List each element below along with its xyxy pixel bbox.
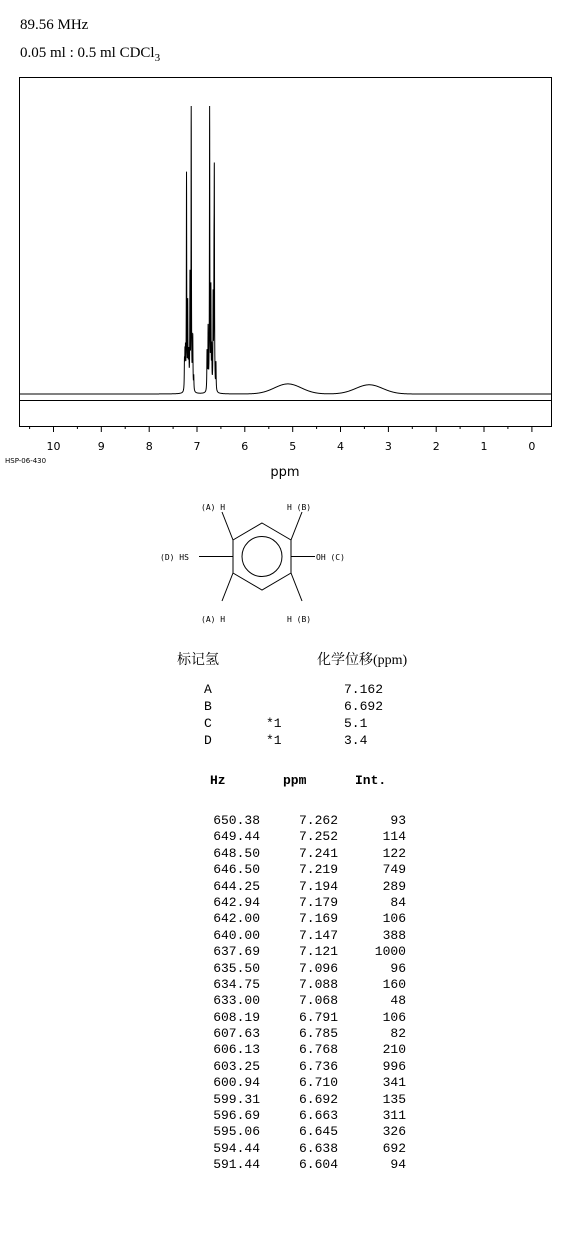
peak-table-row [195,829,420,845]
peak-table-row [195,1075,420,1091]
assign-row-d-note: *1 [266,733,282,748]
peak-hz: 606.13 [213,1042,260,1058]
x-tick-label: 9 [97,440,105,453]
assign-row-b-shift: 6.692 [344,699,384,714]
peak-ppm: 6.710 [298,1075,338,1091]
peak-ppm: 6.663 [298,1108,338,1124]
assign-row-a-shift: 7.162 [344,682,384,697]
peak-hz: 646.50 [213,862,260,878]
peak-table-header-ppm: ppm [283,773,307,788]
peak-table-header-int: Int. [355,773,387,788]
peak-hz: 633.00 [213,993,260,1009]
spectrometer-frequency: 89.56 MHz [20,17,89,33]
assign-row-b-label: B [204,699,212,714]
peak-ppm: 6.645 [298,1124,338,1140]
x-tick-label: 5 [289,440,297,453]
assign-row-d-shift: 3.4 [344,733,368,748]
peak-table [195,813,420,1174]
peak-table-row [195,1157,420,1173]
peak-intensity: 210 [382,1042,406,1058]
peak-table-row [195,895,420,911]
peak-hz: 600.94 [213,1075,260,1091]
peak-table-row [195,879,420,895]
x-tick-label: 0 [528,440,536,453]
peak-table-row [195,1010,420,1026]
peak-table-row [195,1026,420,1042]
peak-table-row [195,1059,420,1075]
peak-hz: 599.31 [213,1091,260,1107]
peak-table-row [195,813,420,829]
assign-row-c-note: *1 [266,716,282,731]
peak-ppm: 7.241 [298,845,338,861]
peak-intensity: 692 [382,1140,406,1156]
peak-table-row [195,911,420,927]
peak-intensity: 326 [382,1124,406,1140]
peak-ppm: 7.252 [298,829,338,845]
peak-table-row [195,1141,420,1157]
peak-intensity: 289 [382,878,406,894]
peak-intensity: 749 [382,862,406,878]
peak-intensity: 996 [382,1058,406,1074]
peak-intensity: 94 [390,1157,406,1173]
peak-ppm: 7.262 [298,813,338,828]
x-tick-label: 1 [480,440,488,453]
x-tick-label: 7 [193,440,201,453]
x-tick-label: 10 [46,440,61,453]
substituent-bonds [199,512,315,601]
peak-hz: 648.50 [213,845,260,861]
label-b-top: H (B) [287,503,312,512]
peak-hz: 637.69 [213,944,260,960]
assign-row-c-shift: 5.1 [344,716,368,731]
x-tick-label: 6 [241,440,249,453]
peak-intensity: 84 [390,894,406,910]
assign-row-d-label: D [204,733,212,748]
assign-row-c-label: C [204,716,212,731]
peak-hz: 596.69 [213,1108,260,1124]
peak-hz: 650.38 [213,813,260,828]
peak-ppm: 7.121 [298,944,338,960]
peak-table-row [195,944,420,960]
label-a-bottom: (A) H [201,615,226,624]
peak-intensity: 160 [382,976,406,992]
peak-intensity: 1000 [374,944,406,960]
label-c-hydroxyl: OH (C) [316,553,345,562]
peak-intensity: 106 [382,911,406,927]
peak-ppm: 7.179 [298,894,338,910]
peak-ppm: 6.768 [298,1042,338,1058]
peak-ppm: 6.785 [298,1026,338,1042]
peak-hz: 595.06 [213,1124,260,1140]
peak-intensity: 96 [390,960,406,976]
peak-hz: 607.63 [213,1026,260,1042]
peak-ppm: 7.096 [298,960,338,976]
peak-table-row [195,846,420,862]
sample-prefix: 0.05 ml : 0.5 ml CDCl [20,45,155,61]
peak-ppm: 7.088 [298,976,338,992]
peak-ppm: 7.147 [298,927,338,943]
peak-intensity: 388 [382,927,406,943]
peak-hz: 642.94 [213,894,260,910]
peak-hz: 640.00 [213,927,260,943]
peak-intensity: 341 [382,1075,406,1091]
peak-hz: 644.25 [213,878,260,894]
peak-hz: 594.44 [213,1140,260,1156]
benzene-ring [233,523,291,590]
peak-hz: 642.00 [213,911,260,927]
label-b-bottom: H (B) [287,615,312,624]
peak-intensity: 82 [390,1026,406,1042]
sample-subscript: 3 [154,52,161,64]
x-tick-label: 4 [337,440,344,453]
peak-table-header-hz: Hz [210,773,226,788]
assign-row-a-label: A [204,682,212,697]
label-d-thiol: (D) HS [160,553,189,562]
peak-table-row [195,928,420,944]
peak-ppm: 6.736 [298,1058,338,1074]
peak-intensity: 106 [382,1009,406,1025]
peak-hz: 608.19 [213,1009,260,1025]
peak-ppm: 6.791 [298,1009,338,1025]
peak-ppm: 7.169 [298,911,338,927]
peak-hz: 634.75 [213,976,260,992]
peak-intensity: 122 [382,845,406,861]
peak-hz: 649.44 [213,829,260,845]
peak-intensity: 114 [382,829,406,845]
peak-table-row [195,862,420,878]
assign-header-label: 标记氢 [177,653,219,668]
peak-intensity: 135 [382,1091,406,1107]
peak-ppm: 7.219 [298,862,338,878]
x-tick-label: 2 [432,440,440,453]
peak-table-row [195,1108,420,1124]
peak-table-row [195,1042,420,1058]
assign-header-shift: 化学位移(ppm) [317,653,408,668]
peak-hz: 603.25 [213,1058,260,1074]
x-tick-label: 8 [145,440,153,453]
peak-table-row [195,1092,420,1108]
peak-hz: 635.50 [213,960,260,976]
peak-intensity: 311 [382,1108,406,1124]
peak-ppm: 7.194 [298,878,338,894]
peak-ppm: 6.692 [298,1091,338,1107]
peak-intensity: 93 [390,813,406,828]
peak-ppm: 6.638 [298,1140,338,1156]
x-axis-label: ppm [270,465,300,480]
peak-table-row [195,961,420,977]
peak-table-row [195,993,420,1009]
peak-ppm: 6.604 [298,1157,338,1173]
spectrum-id-label: HSP-06-430 [5,457,47,465]
label-a-top: (A) H [201,503,226,512]
x-tick-label: 3 [384,440,392,453]
peak-hz: 591.44 [213,1157,260,1173]
peak-ppm: 7.068 [298,993,338,1009]
peak-table-row [195,1124,420,1140]
peak-intensity: 48 [390,993,406,1009]
peak-table-row [195,977,420,993]
